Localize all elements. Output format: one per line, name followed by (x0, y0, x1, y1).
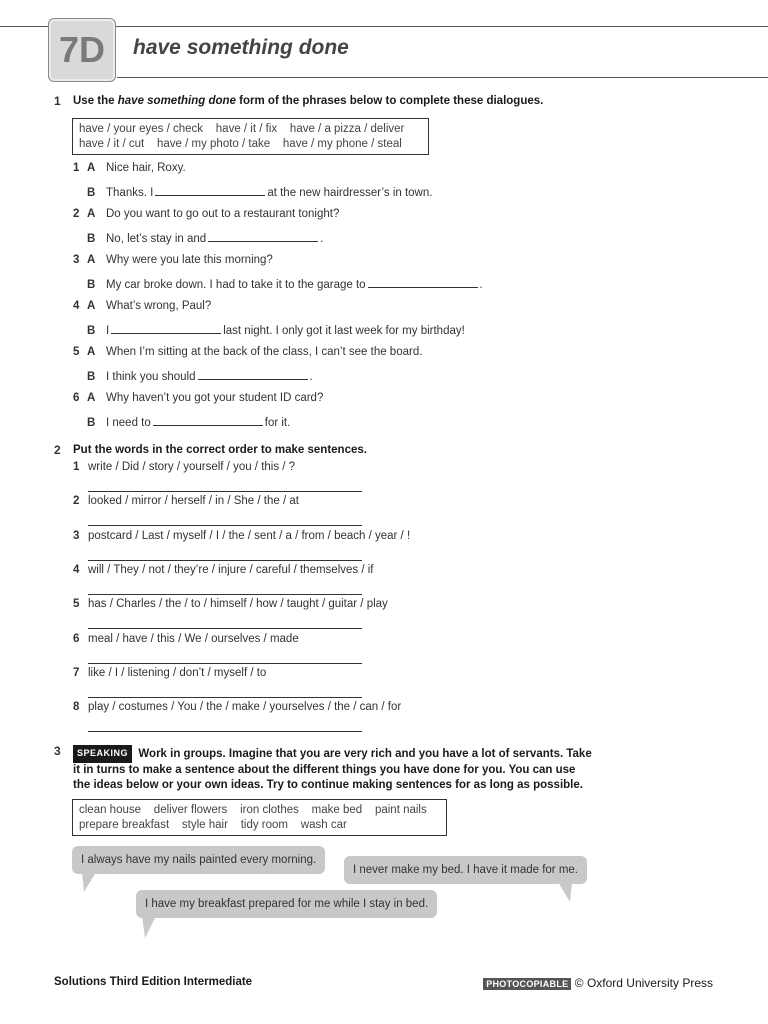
ideas-box-line: clean house deliver flowers iron clothes make bed paint nails (79, 804, 427, 816)
answer-line[interactable] (88, 697, 362, 698)
item-number: 6 (73, 633, 80, 645)
footer-book-title: Solutions Third Edition Intermediate (54, 976, 253, 988)
answer-blank[interactable] (111, 323, 221, 334)
dialogue-number: 6 (73, 392, 80, 404)
item-number: 7 (73, 667, 80, 679)
item-number: 5 (73, 598, 80, 610)
dialogue-b-text-before: No, let’s stay in and (106, 233, 207, 245)
dialogue-b-text-before: I think you should (106, 371, 196, 383)
dialogue-number: 2 (73, 208, 80, 220)
speaker-a-label: A (87, 162, 96, 174)
speech-bubble: I have my breakfast prepared for me while I stay in bed. (136, 890, 437, 918)
reorder-item (73, 598, 388, 610)
dialogue-a-text: When I’m sitting at the back of the class, I can’t see the board. (106, 346, 423, 358)
item-number: 4 (73, 564, 80, 576)
speaker-b-label: B (87, 417, 96, 429)
speech-bubble: I never make my bed. I have it made for me. (344, 856, 587, 884)
exercise-1-number: 1 (54, 94, 61, 108)
ideas-box-line: prepare breakfast style hair tidy room wash car (79, 819, 347, 831)
phrase-box-line: have / it / cut have / my photo / take have / my phone / steal (79, 138, 402, 150)
reorder-item (73, 461, 295, 473)
dialogue-b-text-after: at the new hairdresser’s in town. (267, 187, 433, 199)
dialogue-b-text-before: Thanks. I (106, 187, 154, 199)
dialogue-b-text-after: . (479, 279, 483, 291)
speech-bubble-tail (558, 882, 574, 904)
dialogue-a-text: Do you want to go out to a restaurant tonight? (106, 208, 340, 220)
dialogue-a-text: Why haven’t you got your student ID card? (106, 392, 324, 404)
dialogue-a-text: Nice hair, Roxy. (106, 162, 186, 174)
scrambled-words: will / They / not / they’re / injure / careful / themselves / if (88, 564, 374, 576)
speaker-a-label: A (87, 346, 96, 358)
dialogue-b-text-after: . (309, 371, 313, 383)
speaker-a-label: A (87, 254, 96, 266)
scrambled-words: has / Charles / the / to / himself / how / taught / guitar / play (88, 598, 388, 610)
speaker-b-label: B (87, 187, 96, 199)
scrambled-words: postcard / Last / myself / I / the / sent / a / from / beach / year / ! (88, 530, 411, 542)
answer-line[interactable] (88, 594, 362, 595)
answer-line[interactable] (88, 731, 362, 732)
speaker-b-label: B (87, 279, 96, 291)
exercise-1-phrase-box (72, 118, 429, 155)
speech-bubble-tail (82, 872, 98, 894)
section-badge: 7D (48, 18, 116, 82)
dialogue-number: 5 (73, 346, 80, 358)
dialogue-b-text-before: I (106, 325, 110, 337)
exercise-3-number: 3 (54, 744, 61, 758)
dialogue-line-b (87, 415, 290, 429)
dialogue-line-a (73, 300, 211, 312)
item-number: 2 (73, 495, 80, 507)
dialogue-line-b (87, 369, 313, 383)
item-number: 1 (73, 461, 80, 473)
speech-bubble-tail (142, 916, 158, 940)
speaker-b-label: B (87, 325, 96, 337)
answer-line[interactable] (88, 525, 362, 526)
dialogue-number: 3 (73, 254, 80, 266)
dialogue-b-text-after: last night. I only got it last week for my birthday! (223, 325, 465, 337)
speaker-a-label: A (87, 392, 96, 404)
answer-line[interactable] (88, 628, 362, 629)
dialogue-b-text-before: I need to (106, 417, 151, 429)
answer-blank[interactable] (208, 231, 318, 242)
dialogue-line-a (73, 208, 339, 220)
exercise-3-instruction: SPEAKING Work in groups. Imagine that you are very rich and you have a lot of servants. Take it in turns to make a sentence about the different things you have done for you. You can use the ideas below or your own ideas. Try to continue making sentences for as long as possible. (73, 745, 592, 794)
answer-blank[interactable] (155, 185, 265, 196)
dialogue-line-b (87, 231, 323, 245)
footer-copyright: PHOTOCOPIABLE © Oxford University Press (483, 976, 713, 990)
dialogue-a-text: Why were you late this morning? (106, 254, 273, 266)
answer-line[interactable] (88, 663, 362, 664)
speaker-a-label: A (87, 300, 96, 312)
answer-line[interactable] (88, 491, 362, 492)
item-number: 3 (73, 530, 80, 542)
dialogue-line-b (87, 185, 432, 199)
reorder-item (73, 701, 401, 713)
scrambled-words: meal / have / this / We / ourselves / made (88, 633, 299, 645)
answer-blank[interactable] (153, 415, 263, 426)
answer-blank[interactable] (198, 369, 308, 380)
dialogue-line-b (87, 277, 483, 291)
dialogue-b-text-after: for it. (264, 417, 291, 429)
scrambled-words: play / costumes / You / the / make / yourselves / the / can / for (88, 701, 402, 713)
phrase-box-line: have / your eyes / check have / it / fix have / a pizza / deliver (79, 123, 405, 135)
speech-bubble: I always have my nails painted every morning. (72, 846, 325, 874)
dialogue-number: 4 (73, 300, 80, 312)
scrambled-words: like / I / listening / don’t / myself / to (88, 667, 267, 679)
scrambled-words: write / Did / story / yourself / you / this / ? (88, 461, 296, 473)
exercise-3-ideas-box (72, 799, 447, 836)
dialogue-a-text: What’s wrong, Paul? (106, 300, 212, 312)
dialogue-line-a (73, 346, 422, 358)
dialogue-number: 1 (73, 162, 80, 174)
speaker-a-label: A (87, 208, 96, 220)
reorder-item (73, 667, 266, 679)
reorder-item (73, 633, 299, 645)
dialogue-line-a (73, 162, 186, 174)
answer-blank[interactable] (368, 277, 478, 288)
dialogue-line-a (73, 254, 273, 266)
scrambled-words: looked / mirror / herself / in / She / the / at (88, 495, 299, 507)
reorder-item (73, 495, 299, 507)
dialogue-line-a (73, 392, 323, 404)
page-title: have something done (133, 36, 349, 59)
title-rule (117, 77, 768, 78)
exercise-1-instruction: Use the have something done form of the phrases below to complete these dialogues. (73, 95, 544, 107)
exercise-2-instruction: Put the words in the correct order to make sentences. (73, 444, 367, 456)
dialogue-b-text-after: . (320, 233, 324, 245)
dialogue-b-text-before: My car broke down. I had to take it to the garage to (106, 279, 366, 291)
speaker-b-label: B (87, 233, 96, 245)
item-number: 8 (73, 701, 80, 713)
exercise-2-number: 2 (54, 443, 61, 457)
reorder-item (73, 564, 373, 576)
photocopiable-tag: PHOTOCOPIABLE (483, 978, 571, 990)
speaking-tag: SPEAKING (73, 745, 132, 763)
dialogue-line-b (87, 323, 465, 337)
answer-line[interactable] (88, 560, 362, 561)
speaker-b-label: B (87, 371, 96, 383)
reorder-item (73, 530, 410, 542)
